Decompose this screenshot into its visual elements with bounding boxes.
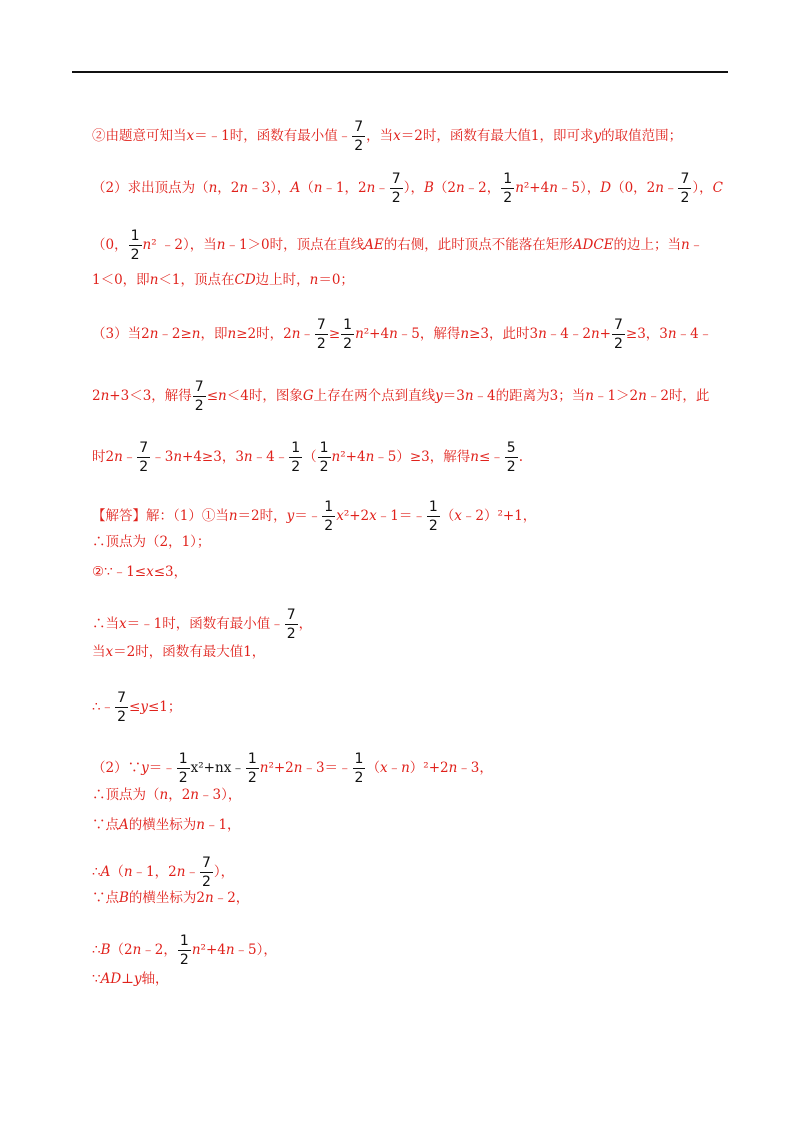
math-variable: x bbox=[369, 508, 377, 524]
math-variable: x bbox=[146, 564, 154, 580]
text-run: . bbox=[518, 449, 523, 465]
text-run: 的取值范围； bbox=[601, 128, 683, 144]
text-run: ＝2时， bbox=[237, 508, 287, 524]
math-variable: x bbox=[119, 616, 127, 632]
fraction-numerator: 1 bbox=[354, 751, 364, 767]
fraction-denominator: 2 bbox=[117, 709, 127, 725]
text-run: ∵点 bbox=[92, 890, 119, 906]
fraction bbox=[352, 118, 365, 155]
text-run: ≥3，此时3 bbox=[469, 326, 539, 342]
text-line bbox=[92, 563, 187, 581]
math-variable: B bbox=[119, 890, 129, 906]
math-variable: y bbox=[593, 128, 602, 144]
fraction-numerator: 7 bbox=[613, 317, 623, 333]
math-variable: n bbox=[585, 388, 594, 404]
text-line bbox=[92, 378, 709, 415]
text-run: 的横坐标为2 bbox=[128, 890, 206, 906]
math-variable: n bbox=[132, 942, 142, 958]
text-run: 边上时， bbox=[255, 272, 310, 288]
math-variable: n bbox=[227, 326, 237, 342]
text-line bbox=[92, 606, 312, 643]
text-run: ＝﹣ bbox=[148, 760, 176, 776]
text-line bbox=[92, 786, 241, 804]
text-run: ﹣4﹣ bbox=[676, 326, 713, 342]
fraction bbox=[353, 750, 366, 787]
text-run: ²+2 bbox=[343, 508, 370, 524]
math-variable: y bbox=[141, 760, 149, 776]
text-run: ﹣1＞0时，顶点在直线 bbox=[225, 237, 365, 253]
text-run: ﹣5）≥3，解得 bbox=[374, 449, 471, 465]
text-run: 的右侧，此时顶点不能落在矩形 bbox=[383, 237, 573, 253]
text-run: ∴ bbox=[92, 864, 101, 880]
math-variable: n bbox=[291, 326, 301, 342]
fraction bbox=[137, 439, 150, 476]
math-variable: n bbox=[448, 760, 458, 776]
text-run: （ bbox=[303, 449, 317, 465]
fraction-numerator: 7 bbox=[316, 317, 326, 333]
math-variable: y bbox=[286, 508, 295, 524]
text-run: （2 bbox=[433, 180, 456, 196]
fraction-numerator: 1 bbox=[179, 933, 189, 949]
fraction-numerator: 1 bbox=[247, 751, 257, 767]
text-run: ≥2时，2 bbox=[236, 326, 292, 342]
fraction-numerator: 1 bbox=[291, 440, 301, 456]
text-run: +4≥3，3 bbox=[182, 449, 244, 465]
math-variable: n bbox=[538, 326, 547, 342]
fraction-numerator: 7 bbox=[194, 379, 204, 395]
text-run: ²+2 bbox=[268, 760, 294, 776]
text-line bbox=[92, 316, 712, 353]
fraction bbox=[200, 854, 213, 891]
text-run: 2 bbox=[92, 388, 101, 404]
math-variable: x bbox=[379, 760, 388, 776]
math-variable: n bbox=[366, 180, 376, 196]
text-run: ＝3 bbox=[442, 388, 465, 404]
math-variable: n bbox=[225, 942, 235, 958]
text-line bbox=[92, 970, 169, 988]
text-run: ）， bbox=[213, 864, 235, 880]
text-run: ≤ bbox=[206, 388, 219, 404]
fraction bbox=[289, 439, 302, 476]
math-variable: n bbox=[114, 449, 123, 465]
text-run: ﹣ bbox=[300, 326, 314, 342]
text-run: ，2 bbox=[168, 787, 191, 803]
math-variable: n bbox=[123, 864, 133, 880]
text-run: ≥ bbox=[328, 326, 341, 342]
math-variable: n bbox=[313, 180, 323, 196]
math-variable: n bbox=[331, 449, 341, 465]
text-run: ﹣3）， bbox=[199, 787, 242, 803]
text-run: x²+nx﹣ bbox=[190, 760, 245, 776]
fraction-denominator: 2 bbox=[291, 459, 301, 475]
text-run: ²+4 bbox=[200, 942, 226, 958]
text-run: ﹣3＝﹣ bbox=[302, 760, 352, 776]
math-variable: n bbox=[216, 237, 226, 253]
text-line bbox=[92, 932, 277, 969]
math-variable: n bbox=[176, 864, 186, 880]
math-variable: y bbox=[140, 699, 148, 715]
text-run: 1＜0，即 bbox=[92, 272, 150, 288]
math-variable: n bbox=[365, 449, 375, 465]
math-variable: n bbox=[401, 760, 410, 776]
fraction bbox=[322, 498, 335, 535]
text-run: 【解答】解：（1）①当 bbox=[92, 508, 229, 524]
text-run: ﹣4﹣ bbox=[252, 449, 289, 465]
math-variable: n bbox=[100, 388, 110, 404]
fraction bbox=[285, 606, 298, 643]
fraction bbox=[177, 750, 190, 787]
fraction-denominator: 2 bbox=[247, 770, 257, 786]
text-run: ∴顶点为（ bbox=[92, 787, 160, 803]
fraction bbox=[678, 170, 691, 207]
text-line bbox=[92, 689, 181, 726]
math-variable: A bbox=[100, 864, 111, 880]
fraction-numerator: 7 bbox=[286, 607, 296, 623]
text-run: ∵点 bbox=[92, 817, 119, 833]
text-line bbox=[92, 889, 249, 907]
text-run: （ bbox=[110, 864, 124, 880]
text-run: ∴ bbox=[92, 942, 101, 958]
text-run: ﹣2≥ bbox=[158, 326, 192, 342]
text-run: （2）∵ bbox=[92, 760, 142, 776]
fraction-numerator: 1 bbox=[324, 499, 334, 515]
text-run: ，当 bbox=[366, 128, 394, 144]
math-variable: n bbox=[638, 388, 647, 404]
text-run: ②由题意可知当 bbox=[92, 128, 187, 144]
math-variable: AD bbox=[100, 971, 122, 987]
text-line bbox=[92, 170, 723, 207]
text-run: ﹣ bbox=[122, 449, 137, 465]
math-variable: n bbox=[355, 326, 364, 342]
math-variable: G bbox=[302, 388, 314, 404]
fraction-denominator: 2 bbox=[428, 518, 438, 534]
fraction-numerator: 7 bbox=[680, 171, 690, 187]
text-run: ﹣5）， bbox=[234, 942, 277, 958]
fraction bbox=[612, 316, 625, 353]
fraction bbox=[427, 498, 440, 535]
text-run: （ bbox=[440, 508, 455, 524]
fraction-denominator: 2 bbox=[286, 626, 296, 642]
text-run: +3＜3，解得 bbox=[109, 388, 192, 404]
text-run: ②∵﹣1≤ bbox=[92, 564, 147, 580]
fraction-denominator: 2 bbox=[343, 336, 353, 352]
text-run: ﹣2， bbox=[464, 180, 501, 196]
math-variable: A bbox=[119, 817, 129, 833]
math-variable: C bbox=[712, 180, 723, 196]
math-variable: n bbox=[549, 180, 558, 196]
text-run: ﹣2， bbox=[141, 942, 177, 958]
math-variable: n bbox=[655, 180, 664, 196]
math-variable: n bbox=[470, 449, 479, 465]
math-variable: n bbox=[159, 787, 169, 803]
math-variable: n bbox=[218, 388, 227, 404]
text-run: + bbox=[599, 326, 611, 342]
text-run: ＝2时，函数有最大值1， bbox=[113, 644, 266, 660]
text-run: ≤3， bbox=[153, 564, 188, 580]
fraction bbox=[390, 170, 403, 207]
text-run: ）， bbox=[403, 180, 424, 196]
fraction-denominator: 2 bbox=[319, 459, 329, 475]
math-variable: D bbox=[600, 180, 612, 196]
fraction-numerator: 1 bbox=[428, 499, 438, 515]
fraction-numerator: 7 bbox=[201, 855, 211, 871]
text-line bbox=[92, 643, 265, 661]
fraction bbox=[178, 932, 191, 969]
text-line bbox=[92, 498, 536, 535]
math-variable: n bbox=[590, 326, 600, 342]
math-variable: A bbox=[290, 180, 301, 196]
math-variable: n bbox=[191, 942, 201, 958]
math-variable: n bbox=[243, 449, 253, 465]
text-line bbox=[92, 533, 210, 551]
fraction-numerator: 1 bbox=[130, 228, 140, 244]
text-run: （2 bbox=[110, 942, 133, 958]
fraction-denominator: 2 bbox=[506, 459, 516, 475]
text-run: （ bbox=[300, 180, 314, 196]
fraction-numerator: 7 bbox=[117, 690, 127, 706]
text-run: ²+4 bbox=[363, 326, 390, 342]
text-line bbox=[92, 118, 682, 155]
fraction-numerator: 5 bbox=[506, 440, 516, 456]
fraction-denominator: 2 bbox=[613, 336, 623, 352]
fraction-numerator: 1 bbox=[178, 751, 188, 767]
text-run: ﹣1，2 bbox=[322, 180, 367, 196]
text-run: ﹣3 bbox=[151, 449, 174, 465]
math-variable: n bbox=[239, 180, 249, 196]
fraction-denominator: 2 bbox=[680, 190, 690, 206]
text-run: ﹣2时，此 bbox=[646, 388, 710, 404]
fraction bbox=[318, 439, 331, 476]
text-run: （0，2 bbox=[611, 180, 656, 196]
text-run: ﹣2）²+1， bbox=[461, 508, 537, 524]
text-line bbox=[92, 439, 523, 476]
math-variable: n bbox=[515, 180, 524, 196]
text-run: ∴﹣ bbox=[92, 699, 115, 715]
text-run: （3）当2 bbox=[92, 326, 150, 342]
fraction bbox=[129, 227, 142, 264]
math-variable: n bbox=[460, 326, 470, 342]
text-run: ，2 bbox=[217, 180, 240, 196]
text-run: ²+4 bbox=[340, 449, 366, 465]
text-run: ＝0； bbox=[318, 272, 354, 288]
math-variable: n bbox=[259, 760, 269, 776]
fraction-numerator: 7 bbox=[139, 440, 149, 456]
math-variable: n bbox=[389, 326, 398, 342]
fraction-numerator: 7 bbox=[391, 171, 401, 187]
text-line bbox=[92, 854, 234, 891]
text-run: ﹣ bbox=[387, 760, 402, 776]
fraction-denominator: 2 bbox=[503, 190, 513, 206]
math-variable: n bbox=[196, 817, 205, 833]
math-variable: n bbox=[190, 787, 199, 803]
text-run: ﹣1＞2 bbox=[593, 388, 639, 404]
text-run: ﹣4的距离为3；当 bbox=[473, 388, 586, 404]
text-run: ）²+2 bbox=[409, 760, 449, 776]
math-variable: n bbox=[681, 237, 690, 253]
text-run: ∴顶点为（2，1）； bbox=[92, 534, 211, 550]
math-variable: AE bbox=[364, 237, 384, 253]
math-variable: n bbox=[309, 272, 319, 288]
math-variable: x bbox=[186, 128, 195, 144]
text-run: ²+4 bbox=[523, 180, 550, 196]
math-variable: n bbox=[228, 508, 238, 524]
math-variable: x bbox=[393, 128, 401, 144]
text-run: ﹣2， bbox=[213, 890, 250, 906]
math-variable: B bbox=[100, 942, 111, 958]
fraction bbox=[315, 316, 328, 353]
math-variable: n bbox=[667, 326, 677, 342]
fraction-denominator: 2 bbox=[179, 952, 189, 968]
text-run: ﹣3， bbox=[457, 760, 493, 776]
math-variable: y bbox=[435, 388, 443, 404]
text-run: ∴当 bbox=[92, 616, 119, 632]
text-run: ＝﹣ bbox=[294, 508, 322, 524]
text-run: ， bbox=[298, 616, 313, 632]
text-run: ﹣1＝﹣ bbox=[376, 508, 426, 524]
text-run: （ bbox=[366, 760, 380, 776]
text-run: ≤ bbox=[129, 699, 141, 715]
text-run: ﹣5，解得 bbox=[397, 326, 461, 342]
text-run: ≥3，3 bbox=[625, 326, 668, 342]
math-variable: n bbox=[293, 760, 303, 776]
fraction-denominator: 2 bbox=[391, 190, 401, 206]
fraction-denominator: 2 bbox=[324, 518, 334, 534]
text-run: ＝﹣1时，函数有最小值﹣ bbox=[194, 128, 352, 144]
text-run: ＜1，顶点在 bbox=[158, 272, 235, 288]
text-run: 当 bbox=[92, 644, 106, 660]
fraction bbox=[115, 689, 128, 726]
fraction-denominator: 2 bbox=[316, 336, 326, 352]
fraction-denominator: 2 bbox=[178, 770, 188, 786]
text-run: （0， bbox=[92, 237, 128, 253]
math-variable: n bbox=[464, 388, 474, 404]
fraction-denominator: 2 bbox=[354, 770, 364, 786]
text-run: ﹣ bbox=[689, 237, 704, 253]
text-run: ⊥ bbox=[121, 971, 134, 987]
text-run: ∵ bbox=[92, 971, 101, 987]
text-run: ）， bbox=[692, 180, 713, 196]
text-run: ﹣ bbox=[375, 180, 389, 196]
fraction bbox=[246, 750, 259, 787]
text-run: ＝﹣1时，函数有最小值﹣ bbox=[126, 616, 284, 632]
math-variable: B bbox=[423, 180, 434, 196]
math-variable: n bbox=[208, 180, 218, 196]
text-run: ≤1； bbox=[147, 699, 182, 715]
text-line bbox=[92, 816, 241, 834]
text-run: （2）求出顶点为（ bbox=[92, 180, 209, 196]
text-run: ＝2时，函数有最大值1，即可求 bbox=[400, 128, 594, 144]
header-rule bbox=[72, 71, 728, 73]
text-line bbox=[92, 227, 703, 264]
text-run: ﹣3）， bbox=[248, 180, 291, 196]
math-variable: n bbox=[149, 326, 159, 342]
fraction-denominator: 2 bbox=[354, 138, 364, 154]
text-run: ﹣4﹣2 bbox=[546, 326, 591, 342]
fraction-numerator: 1 bbox=[319, 440, 329, 456]
text-run: 轴， bbox=[141, 971, 169, 987]
text-run: ﹣ bbox=[663, 180, 678, 196]
text-run: ﹣5）， bbox=[557, 180, 601, 196]
text-run: ，即 bbox=[200, 326, 228, 342]
math-variable: n bbox=[149, 272, 159, 288]
fraction-numerator: 1 bbox=[343, 317, 353, 333]
math-variable: y bbox=[133, 971, 142, 987]
fraction bbox=[193, 378, 206, 415]
fraction bbox=[505, 439, 518, 476]
fraction-denominator: 2 bbox=[194, 398, 204, 414]
math-variable: n bbox=[142, 237, 152, 253]
fraction-denominator: 2 bbox=[201, 874, 211, 890]
fraction bbox=[341, 316, 354, 353]
text-run: ² ﹣2），当 bbox=[151, 237, 217, 253]
math-variable: x bbox=[454, 508, 462, 524]
fraction-denominator: 2 bbox=[130, 247, 140, 263]
fraction bbox=[501, 170, 514, 207]
math-variable: n bbox=[173, 449, 183, 465]
math-variable: ADCE bbox=[572, 237, 614, 253]
text-run: ﹣1，2 bbox=[132, 864, 177, 880]
math-variable: x bbox=[105, 644, 114, 660]
text-run: ﹣ bbox=[185, 864, 199, 880]
math-variable: n bbox=[191, 326, 201, 342]
text-run: ＜4时，图象 bbox=[226, 388, 303, 404]
text-run: ﹣1， bbox=[204, 817, 241, 833]
text-line bbox=[92, 750, 493, 787]
fraction-numerator: 1 bbox=[503, 171, 513, 187]
text-run: ≤﹣ bbox=[478, 449, 504, 465]
fraction-numerator: 7 bbox=[354, 119, 364, 135]
math-variable: n bbox=[455, 180, 465, 196]
math-variable: n bbox=[205, 890, 214, 906]
text-run: 时2 bbox=[92, 449, 115, 465]
text-run: 上存在两个点到直线 bbox=[313, 388, 436, 404]
fraction-denominator: 2 bbox=[139, 459, 149, 475]
math-variable: CD bbox=[234, 272, 256, 288]
math-variable: x bbox=[336, 508, 344, 524]
text-run: 的边上；当 bbox=[613, 237, 682, 253]
text-line bbox=[92, 271, 354, 289]
text-run: 的横坐标为 bbox=[128, 817, 197, 833]
